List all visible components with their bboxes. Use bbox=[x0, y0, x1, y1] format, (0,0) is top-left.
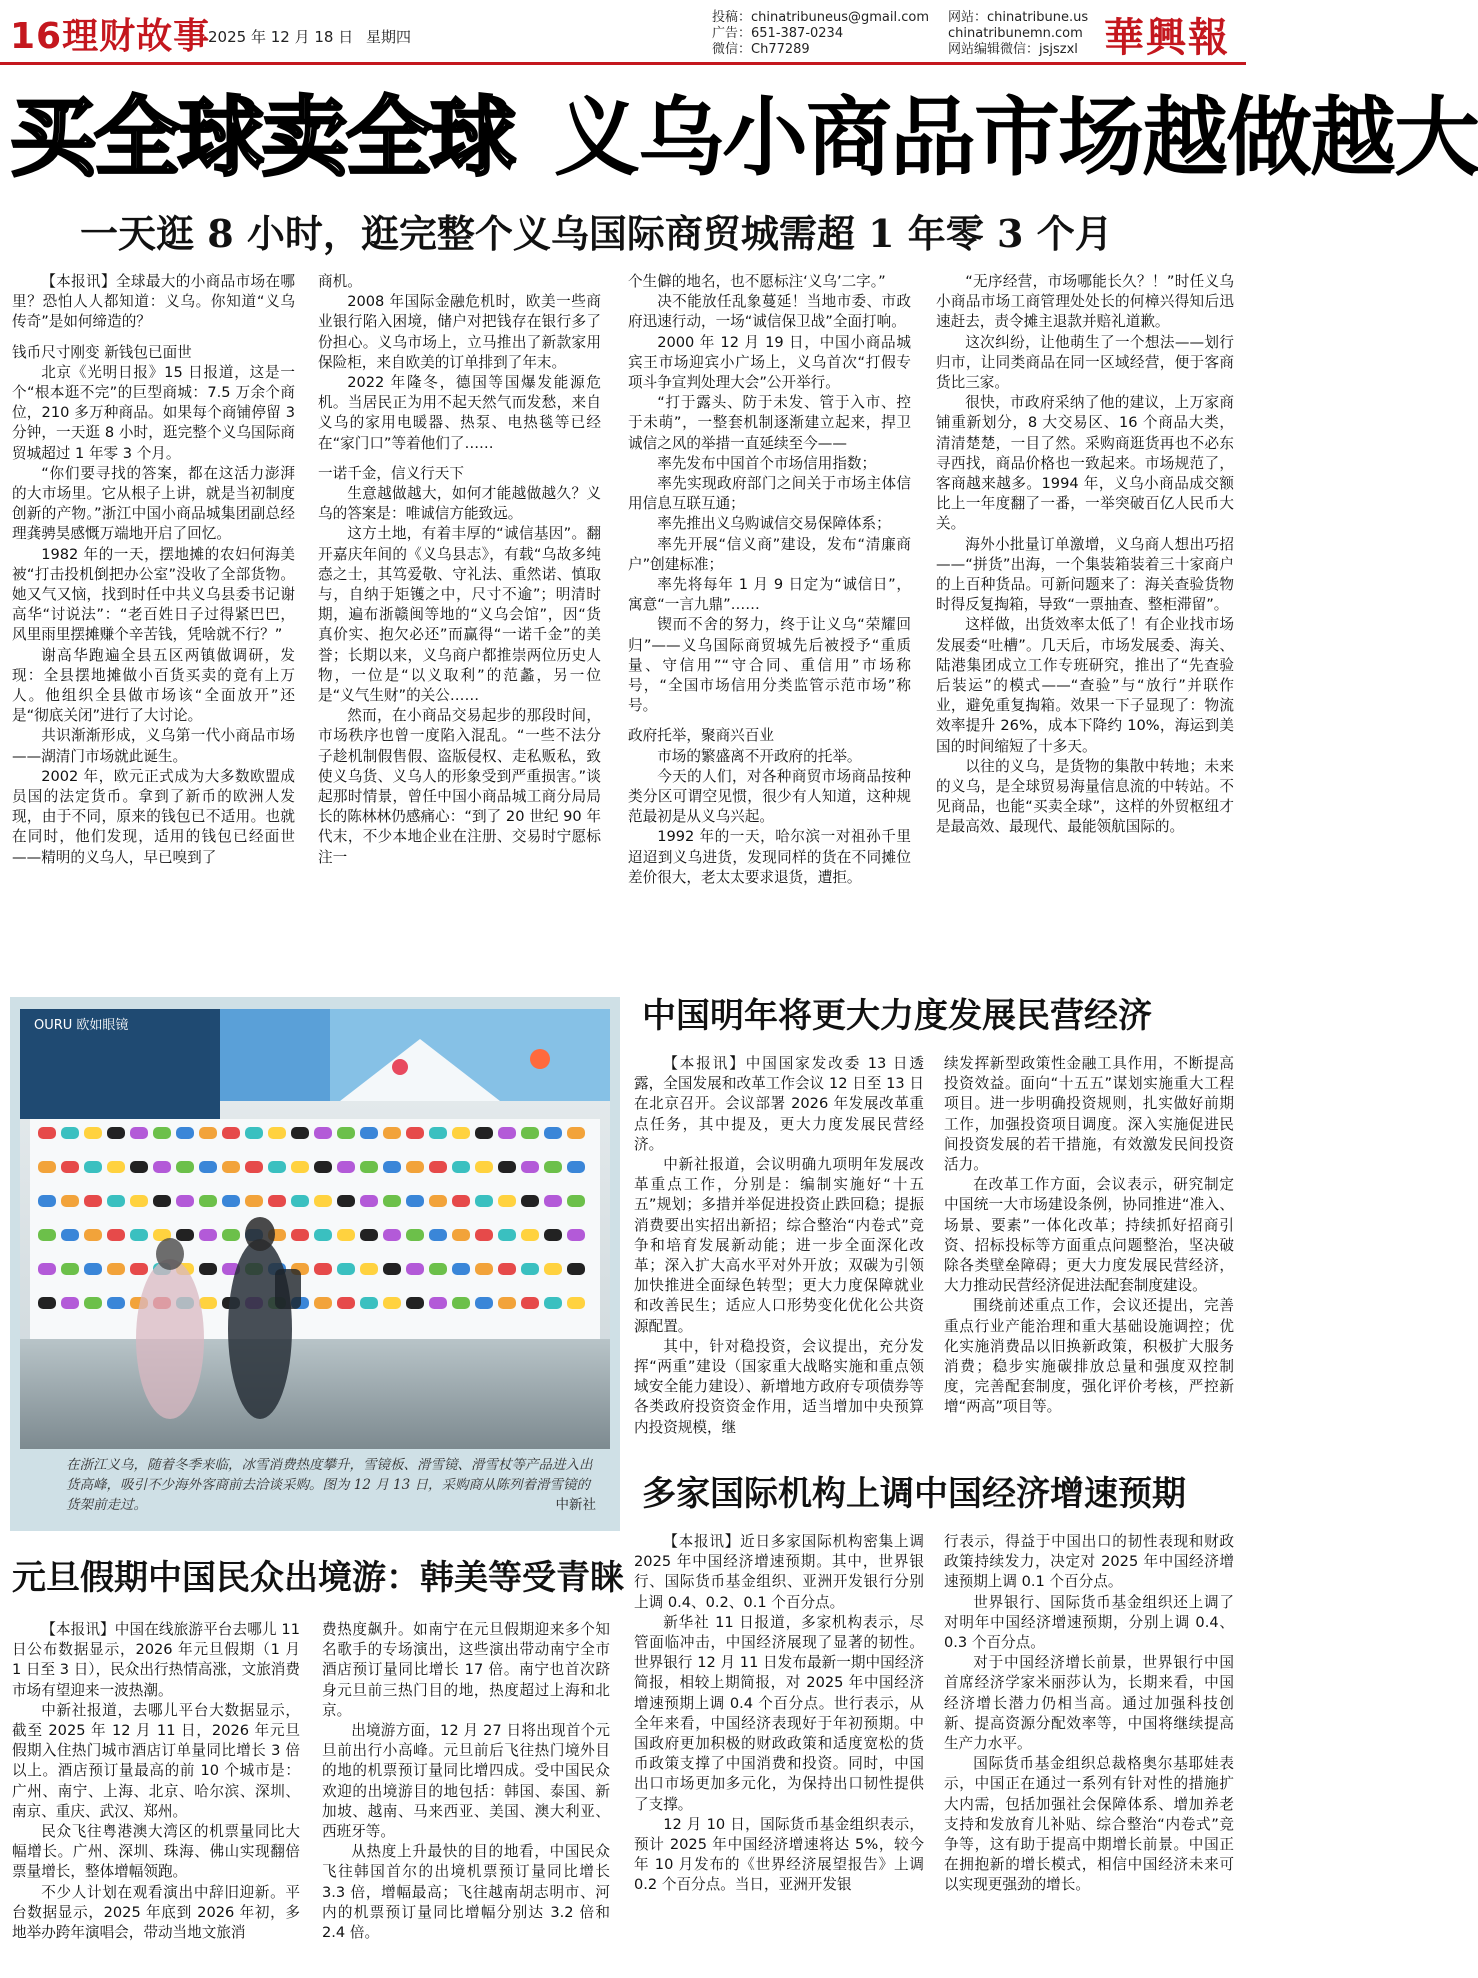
goggle-item bbox=[84, 1297, 102, 1309]
goggle-item bbox=[245, 1195, 263, 1207]
goggle-item bbox=[337, 1161, 355, 1173]
paragraph: 其中，针对稳投资，会议提出，充分发挥“两重”建设（国家重大战略实施和重点领域安全能力建设）、新增地方政府专项债券等各类政府投资资金作用，适当增加中央预算内投资规模，继 bbox=[634, 1337, 924, 1436]
paragraph: 很快，市政府采纳了他的建议，上万家商铺重新划分，8 大交易区、16 个商品大类，清清楚楚，一目了然。采购商逛货再也不必东寻西找，商品价格也一致起来。市场规范了，客商越来越多。1994 年，义乌小商品成交额比上一年度翻了一番，一举突破百亿人民币大关。 bbox=[936, 394, 1234, 533]
goggle-item bbox=[314, 1229, 332, 1241]
paragraph: 2008 年国际金融危机时，欧美一些商业银行陷入困境，储户对把钱存在银行多了份担心。义乌市场上，立马推出了新款家用保险柜，来自欧美的订单排到了年末。 bbox=[318, 293, 601, 371]
main-story-col-4 bbox=[936, 272, 1234, 990]
paragraph: 【本报讯】中国在线旅游平台去哪儿 11 日公布数据显示，2026 年元旦假期（1 月 1 日至 3 日），民众出行热情高涨，文旅消费市场有望迎来一波热潮。 bbox=[12, 1621, 300, 1699]
paragraph: 商机。 bbox=[318, 273, 362, 290]
paragraph: 率先将每年 1 月 9 日定为“诚信日”，寓意“一言九鼎”…… bbox=[628, 576, 911, 614]
goggle-item bbox=[406, 1263, 424, 1275]
goggle-item bbox=[521, 1195, 539, 1207]
goggle-item bbox=[544, 1127, 562, 1139]
paragraph: 行表示，得益于中国出口的韧性表现和财政政策持续发力，决定对 2025 年中国经济增速预期上调 0.1 个百分点。 bbox=[944, 1533, 1234, 1591]
story4-title: 元旦假期中国民众出境游：韩美等受青睐 bbox=[12, 1558, 624, 1598]
goggle-item bbox=[429, 1263, 447, 1275]
goggle-item bbox=[84, 1127, 102, 1139]
goggle-item bbox=[475, 1127, 493, 1139]
goggle-item bbox=[153, 1195, 171, 1207]
goggle-item bbox=[475, 1297, 493, 1309]
goggle-item bbox=[567, 1195, 585, 1207]
photo-box bbox=[10, 997, 620, 1531]
goggle-item bbox=[544, 1263, 562, 1275]
goggle-item bbox=[567, 1127, 585, 1139]
goggle-item bbox=[452, 1229, 470, 1241]
paragraph: 2002 年，欧元正式成为大多数欧盟成员国的法定货币。拿到了新币的欧洲人发现，由于不同，原来的钱包已不适用。也就在同时，他们发现，适用的钱包已经面世——精明的义乌人，早已嗅到了 bbox=[12, 767, 295, 866]
publication-weekday: 星期四 bbox=[366, 28, 412, 46]
goggle-item bbox=[521, 1297, 539, 1309]
goggle-item bbox=[337, 1195, 355, 1207]
goggle-item bbox=[61, 1195, 79, 1207]
paragraph: 续发挥新型政策性金融工具作用，不断提高投资效益。面向“十五五”谋划实施重大工程项目。进一步明确投资规则，扎实做好前期工作，加强投资项目调度。深入实施促进民间投资发展的若干措施，有效激发民间投资活力。 bbox=[944, 1055, 1234, 1174]
goggle-item bbox=[130, 1127, 148, 1139]
goggle-item bbox=[38, 1229, 56, 1241]
contact-wechat: 微信：Ch77289 bbox=[712, 42, 810, 57]
goggle-item bbox=[61, 1297, 79, 1309]
goggle-item bbox=[84, 1263, 102, 1275]
goggle-item bbox=[544, 1195, 562, 1207]
goggle-item bbox=[268, 1195, 286, 1207]
goggle-item bbox=[360, 1263, 378, 1275]
paragraph: 率先发布中国首个市场信用指数； bbox=[657, 454, 877, 472]
goggle-item bbox=[337, 1127, 355, 1139]
paragraph: “无序经营，市场哪能长久？！”时任义乌小商品市场工商管理处处长的何樟兴得知后迅速赶去，责令摊主退款并赔礼道歉。 bbox=[936, 273, 1234, 331]
goggle-item bbox=[107, 1161, 125, 1173]
goggle-item bbox=[199, 1229, 217, 1241]
goggle-item bbox=[153, 1161, 171, 1173]
goggle-item bbox=[452, 1127, 470, 1139]
headline-part-1: 买全球卖全球 bbox=[10, 88, 514, 188]
goggle-item bbox=[406, 1297, 424, 1309]
paragraph: 民众飞往粤港澳大湾区的机票量同比大幅增长。广州、深圳、珠海、佛山实现翻倍票量增长，整体增幅领跑。 bbox=[12, 1823, 300, 1881]
goggle-item bbox=[521, 1127, 539, 1139]
story4-col-2 bbox=[322, 1620, 610, 1972]
goggle-item bbox=[521, 1161, 539, 1173]
website-info bbox=[948, 10, 1088, 58]
paragraph: 12 月 10 日，国际货币基金组织表示，预计 2025 年中国经济增速将达 5%，较今年 10 月发布的《世界经济展望报告》上调 0.2 个百分点。当日，亚洲开发银 bbox=[634, 1815, 924, 1894]
goggle-item bbox=[360, 1161, 378, 1173]
goggle-item bbox=[291, 1229, 309, 1241]
masthead-divider bbox=[0, 62, 1246, 65]
goggle-item bbox=[452, 1195, 470, 1207]
goggle-item bbox=[199, 1297, 217, 1309]
goggle-item bbox=[360, 1195, 378, 1207]
paragraph: 围绕前述重点工作，会议还提出，完善重点行业产能治理和重大基础设施调控；优化实施消费品以旧换新政策，积极扩大服务消费；稳步实施碳排放总量和强度双控制度，完善配套制度，强化评价考核，严控新增“两高”项目等。 bbox=[944, 1297, 1234, 1416]
goggle-item bbox=[291, 1195, 309, 1207]
goggle-item bbox=[429, 1297, 447, 1309]
photo-credit: 中新社 bbox=[555, 1497, 596, 1513]
paragraph: 在改革工作方面，会议表示，研究制定中国统一大市场建设条例，协同推进“准入、场景、要素”一体化改革；持续抓好招商引资、招标投标等方面重点问题整治，坚决破除各类壁垒障碍；更大力度发展民营经济，大力推动民营经济促进法配套制度建设。 bbox=[944, 1176, 1234, 1295]
goggle-item bbox=[337, 1229, 355, 1241]
main-story-col-1 bbox=[12, 272, 295, 990]
paragraph: 市场的繁盛离不开政府的托举。 bbox=[657, 747, 862, 765]
goggle-item bbox=[498, 1127, 516, 1139]
goggle-item bbox=[222, 1195, 240, 1207]
goggle-item bbox=[38, 1195, 56, 1207]
goggle-item bbox=[475, 1161, 493, 1173]
goggle-item bbox=[176, 1127, 194, 1139]
masthead bbox=[0, 0, 1246, 64]
goggle-item bbox=[498, 1263, 516, 1275]
contact-phone: 广告：651-387-0234 bbox=[712, 26, 844, 41]
story2-col-1 bbox=[634, 1054, 924, 1456]
main-subheadline: 一天逛 8 小时，逛完整个义乌国际商贸城需超 1 年零 3 个月 bbox=[80, 211, 1113, 256]
goggle-item bbox=[521, 1229, 539, 1241]
goggle-item bbox=[406, 1161, 424, 1173]
goggle-item bbox=[544, 1297, 562, 1309]
goggle-item bbox=[383, 1161, 401, 1173]
story2-title: 中国明年将更大力度发展民营经济 bbox=[642, 996, 1152, 1036]
goggle-item bbox=[567, 1229, 585, 1241]
subheading: 一诺千金，信义行天下 bbox=[318, 464, 464, 482]
goggle-item bbox=[199, 1127, 217, 1139]
goggle-item bbox=[268, 1127, 286, 1139]
paragraph: 从热度上升最快的目的地看，中国民众飞往韩国首尔的出境机票预订量同比增长 3.3 倍，增幅最高；飞往越南胡志明市、河内的机票预订量同比增幅分别达 3.2 倍和 2.4 倍。 bbox=[322, 1843, 610, 1942]
goggle-item bbox=[61, 1161, 79, 1173]
paragraph: 世界银行、国际货币基金组织还上调了对明年中国经济增速预期，分别上调 0.4、0.3 个百分点。 bbox=[944, 1593, 1234, 1652]
goggle-item bbox=[452, 1263, 470, 1275]
goggle-item bbox=[406, 1229, 424, 1241]
goggle-item bbox=[38, 1297, 56, 1309]
story3-col-1 bbox=[634, 1532, 924, 1972]
goggle-item bbox=[475, 1229, 493, 1241]
goggle-item bbox=[406, 1195, 424, 1207]
goggle-item bbox=[107, 1229, 125, 1241]
goggle-item bbox=[61, 1263, 79, 1275]
paragraph: 中新社报道，会议明确九项明年发展改革重点工作，分别是：编制实施好“十五五”规划；多措并举促进投资止跌回稳；提振消费要出实招出新招；综合整治“内卷式”竞争和培育发展新动能；进一步全面深化改革；深入扩大高水平对外开放；双碳为引领加快推进全面绿色转型；更大力度保障就业和改善民生；适应人口形势变化优化公共资源配置。 bbox=[634, 1156, 924, 1335]
goggle-item bbox=[245, 1127, 263, 1139]
goggle-item bbox=[567, 1161, 585, 1173]
paragraph: 【本报讯】近日多家国际机构密集上调 2025 年中国经济增速预期。其中，世界银行、国际货币基金组织、亚洲开发银行分别上调 0.4、0.2、0.1 个百分点。 bbox=[634, 1533, 924, 1611]
publication-date: 2025 年 12 月 18 日 bbox=[208, 28, 354, 46]
goggle-item bbox=[429, 1161, 447, 1173]
goggle-item bbox=[130, 1263, 148, 1275]
goggle-item bbox=[567, 1263, 585, 1275]
paragraph: 率先推出义乌购诚信交易保障体系； bbox=[657, 515, 891, 533]
paragraph: 不少人计划在观看演出中辞旧迎新。平台数据显示，2025 年底到 2026 年初，多地举办跨年演唱会，带动当地文旅消 bbox=[12, 1883, 300, 1942]
goggle-item bbox=[383, 1263, 401, 1275]
paragraph: 率先开展“信义商”建设，发布“清廉商户”创建标准； bbox=[628, 535, 911, 573]
goggle-item bbox=[475, 1263, 493, 1275]
paragraph: 2022 年隆冬，德国等国爆发能源危机。当居民正为用不起天然气而发愁，来自义乌的家用电暖器、热泵、电热毯等已经在“家门口”等着他们了…… bbox=[318, 374, 601, 452]
paragraph: 生意越做越大，如何才能越做越久？义乌的答案是：唯诚信方能致远。 bbox=[318, 485, 601, 523]
goggle-item bbox=[498, 1297, 516, 1309]
goggle-item bbox=[130, 1161, 148, 1173]
goggle-item bbox=[199, 1195, 217, 1207]
paragraph: 海外小批量订单激增，义乌商人想出巧招——“拼货”出海，一个集装箱装着三十家商户的上百种货品。可新问题来了：海关查验货物时得反复掏箱，导致“一票抽查、整柜滞留”。 bbox=[936, 535, 1234, 614]
paragraph: 然而，在小商品交易起步的那段时间，市场秩序也曾一度陷入混乱。“一些不法分子趁机制假售假、盗版侵权、走私贩私，致使义乌货、义乌人的形象受到严重损害。”谈起那时情景，曾任中国小商品城工商分局局长的陈林林仍感痛心：“到了 20 世纪 90 年代末，不少本地企业在注册、交易时宁愿标注一 bbox=[318, 707, 601, 866]
goggle-item bbox=[107, 1195, 125, 1207]
goggle-item bbox=[314, 1195, 332, 1207]
goggle-item bbox=[337, 1263, 355, 1275]
paragraph: “打于露头、防于未发、管于入市、控于未萌”，一整套机制逐渐建立起来，捍卫诚信之风的举措一直延续至今—— bbox=[628, 394, 911, 452]
photo-caption: 在浙江义乌，随着冬季来临，冰雪消费热度攀升，雪镜板、滑雪镜、滑雪杖等产品进入出货高峰，吸引不少海外客商前去洽谈采购。图为 12 月 13 日，采购商从陈列着滑雪镜的货架前走过。 bbox=[66, 1457, 593, 1513]
contact-info bbox=[712, 10, 929, 58]
paragraph: 费热度飙升。如南宁在元旦假期迎来多个知名歌手的专场演出，这些演出带动南宁全市酒店预订量同比增长 17 倍。南宁也首次跻身元旦前三热门目的地，热度超过上海和北京。 bbox=[322, 1621, 610, 1719]
goggle-item bbox=[498, 1161, 516, 1173]
website-url-2: chinatribunemn.com bbox=[948, 26, 1083, 41]
goggle-item bbox=[153, 1127, 171, 1139]
goggle-item bbox=[199, 1161, 217, 1173]
goggle-item bbox=[291, 1127, 309, 1139]
story2-col-2 bbox=[944, 1054, 1234, 1456]
paragraph: “你们要寻找的答案，都在这活力澎湃的大市场里。它从根子上讲，就是当初制度创新的产物。”浙江中国小商品城集团副总经理龚骋昊感慨万端地开启了回忆。 bbox=[12, 464, 295, 543]
goggle-item bbox=[61, 1127, 79, 1139]
goggle-item bbox=[383, 1297, 401, 1309]
paragraph: 出境游方面，12 月 27 日将出现首个元旦前出行小高峰。元旦前后飞往热门境外目的地的机票预订量同比增四成。受中国民众欢迎的出境游目的地包括：韩国、泰国、新加坡、越南、马来西亚、美国、澳大利亚、西班牙等。 bbox=[322, 1722, 610, 1841]
paragraph: 共识渐渐形成，义乌第一代小商品市场——湖清门市场就此诞生。 bbox=[12, 727, 295, 765]
goggle-item bbox=[176, 1195, 194, 1207]
goggle-item bbox=[383, 1195, 401, 1207]
website-editor-wechat: 网站编辑微信：jsjszxl bbox=[948, 42, 1078, 57]
paragraph: 1992 年的一天，哈尔滨一对祖孙千里迢迢到义乌进货，发现同样的货在不同摊位差价很大，老太太要求退货，遭拒。 bbox=[628, 828, 911, 886]
goggle-item bbox=[314, 1161, 332, 1173]
goggle-item bbox=[107, 1263, 125, 1275]
goggle-item bbox=[107, 1297, 125, 1309]
newspaper-logo: 華興報 bbox=[1104, 14, 1230, 61]
goggle-item bbox=[107, 1127, 125, 1139]
goggle-item bbox=[521, 1263, 539, 1275]
market-photo bbox=[20, 1009, 610, 1449]
paragraph: 这方土地，有着丰厚的“诚信基因”。翻开嘉庆年间的《义乌县志》，有载“乌故多纯悫之士，其笃爱敬、守礼法、重然诺、慎取与，自纳于矩镬之中，尺寸不逾”；明清时期，遍布浙赣闽等地的“义乌会馆”，因“货真价实、抱欠必还”而赢得“一诺千金”的美誉；长期以来，义乌商户都推崇两位历史人物，一位是“以义取利”的范蠡，另一位是“义气生财”的关公…… bbox=[318, 525, 601, 705]
goggle-item bbox=[291, 1161, 309, 1173]
paragraph: 中新社报道，去哪儿平台大数据显示，截至 2025 年 12 月 11 日，2026 年元旦假期入住热门城市酒店订单量同比增长 3 倍以上。酒店预订量最高的前 10 个城市是：广州、南宁、上海、北京、哈尔滨、深圳、南京、重庆、武汉、郑州。 bbox=[12, 1701, 300, 1820]
goggle-item bbox=[429, 1195, 447, 1207]
goggle-item bbox=[567, 1297, 585, 1309]
paragraph: 【本报讯】全球最大的小商品市场在哪里？恐怕人人都知道：义乌。你知道“义乌传奇”是如何缔造的？ bbox=[12, 273, 295, 331]
paragraph: 【本报讯】中国国家发改委 13 日透露，全国发展和改革工作会议 12 日至 13 日在北京召开。会议部署 2026 年发展改革重点任务，其中提及，更大力度发展民营经济。 bbox=[634, 1055, 924, 1153]
paragraph: 对于中国经济增长前景，世界银行中国首席经济学家米丽莎认为，长期来看，中国经济增长潜力仍相当高。通过加强科技创新、提高资源分配效率等，中国将继续提高生产力水平。 bbox=[944, 1654, 1234, 1753]
main-headline bbox=[10, 84, 1478, 194]
story4-col-1 bbox=[12, 1620, 300, 1972]
goggle-item bbox=[38, 1161, 56, 1173]
goggle-item bbox=[222, 1161, 240, 1173]
subheading: 钱币尺寸刚变 新钱包已面世 bbox=[12, 343, 192, 361]
goggle-item bbox=[544, 1161, 562, 1173]
page-number: 16 bbox=[10, 16, 63, 57]
goggle-item bbox=[38, 1263, 56, 1275]
section-name: 理财故事 bbox=[62, 16, 211, 57]
goggle-item bbox=[498, 1195, 516, 1207]
goggle-item bbox=[452, 1297, 470, 1309]
paragraph: 北京《光明日报》15 日报道，这是一个“根本逛不完”的巨型商城：7.5 万余个商位，210 多万种商品。如果每个商铺停留 3 分钟，一天逛 8 小时，逛完整个义乌国际商贸城超过 1 年零 3 个月。 bbox=[12, 363, 295, 462]
goggle-item bbox=[176, 1161, 194, 1173]
goggle-item bbox=[314, 1297, 332, 1309]
market-photo-illustration bbox=[20, 1009, 610, 1449]
paragraph: 1982 年的一天，摆地摊的农妇何海美被“打击投机倒把办公室”没收了全部货物。她又气又恼，找到时任中共义乌县委书记谢高华“讨说法”：“老百姓日子过得紧巴巴，风里雨里摆摊赚个辛苦钱，凭啥就不行？” bbox=[12, 545, 295, 644]
subheading: 政府托举，聚商兴百业 bbox=[628, 727, 774, 745]
main-story-col-2 bbox=[318, 272, 601, 990]
goggle-item bbox=[337, 1297, 355, 1309]
goggle-item bbox=[61, 1229, 79, 1241]
paragraph: 个生僻的地名，也不愿标注‘义乌’二字。” bbox=[628, 273, 886, 290]
paragraph: 2000 年 12 月 19 日，中国小商品城宾王市场迎宾小广场上，义乌首次“打假专项斗争宣判处理大会”公开举行。 bbox=[628, 333, 911, 392]
goggle-item bbox=[199, 1263, 217, 1275]
goggle-item bbox=[429, 1229, 447, 1241]
story3-col-2 bbox=[944, 1532, 1234, 1972]
paragraph: 新华社 11 日报道，多家机构表示，尽管面临冲击，中国经济展现了显著的韧性。世界银行 12 月 11 日发布最新一期中国经济简报，相较上期简报，对 2025 年中国经济增速预期上调 0.4 个百分点。世行表示，从全年来看，中国经济表现好于年初预期。中国政府更加积极的财政政策和适度宽松的货币政策支撑了中国消费和投资。同时，中国出口市场更加多元化，为保持出口韧性提供了支撑。 bbox=[634, 1613, 924, 1813]
goggle-item bbox=[176, 1229, 194, 1241]
goggle-item bbox=[130, 1195, 148, 1207]
goggle-item bbox=[360, 1297, 378, 1309]
goggle-item bbox=[268, 1161, 286, 1173]
goggle-item bbox=[475, 1195, 493, 1207]
paragraph: 锲而不舍的努力，终于让义乌“荣耀回归”——义乌国际商贸城先后被授予“重质量、守信用”“守合同、重信用”市场称号，“全国市场信用分类监管示范市场”称号。 bbox=[628, 616, 911, 715]
contact-email: 投稿：chinatribuneus@gmail.com bbox=[712, 10, 930, 25]
goggle-item bbox=[84, 1229, 102, 1241]
goggle-item bbox=[314, 1263, 332, 1275]
goggle-item bbox=[38, 1127, 56, 1139]
goggle-item bbox=[383, 1127, 401, 1139]
goggle-item bbox=[360, 1229, 378, 1241]
paragraph: 率先实现政府部门之间关于市场主体信用信息互联互通； bbox=[628, 475, 911, 513]
paragraph: 这次纠纷，让他萌生了一个想法——划行归市，让同类商品在同一区域经营，便于客商货比三家。 bbox=[936, 333, 1234, 392]
goggle-item bbox=[222, 1229, 240, 1241]
goggle-item bbox=[406, 1127, 424, 1139]
goggle-item bbox=[84, 1195, 102, 1207]
paragraph: 谢高华跑遍全县五区两镇做调研，发现：全县摆地摊做小百货买卖的竟有上万人。他组织全县做市场该“全面放开”还是“彻底关闭”进行了大讨论。 bbox=[12, 646, 295, 725]
page-header bbox=[10, 8, 210, 59]
paragraph: 这样做，出货效率太低了！有企业找市场发展委“吐槽”。几天后，市场发展委、海关、陆港集团成立工作专班研究，推出了“先查验后装运”的模式——“查验”与“放行”并联作业，避免重复掏箱。效果一下子显现了：物流效率提升 26%，成本下降约 10%，海运到美国的时间缩短了十多天。 bbox=[936, 616, 1234, 755]
goggle-item bbox=[452, 1161, 470, 1173]
shop-sign-text: OURU 欧如眼镜 bbox=[34, 1018, 129, 1033]
goggle-item bbox=[498, 1229, 516, 1241]
goggle-item bbox=[130, 1229, 148, 1241]
paragraph: 以往的义乌，是货物的集散中转地；未来的义乌，是全球贸易海量信息流的中转站。不见商品，也能“买卖全球”，这样的外贸枢纽才是最高效、最现代、最能领航国际的。 bbox=[936, 757, 1234, 836]
story3-title: 多家国际机构上调中国经济增速预期 bbox=[642, 1474, 1186, 1514]
goggle-item bbox=[383, 1229, 401, 1241]
goggle-item bbox=[360, 1127, 378, 1139]
paragraph: 今天的人们，对各种商贸市场商品按种类分区可谓空见惯，很少有人知道，这种规范最初是从义乌兴起。 bbox=[628, 767, 911, 826]
goggle-item bbox=[314, 1127, 332, 1139]
main-story-col-3 bbox=[628, 272, 911, 990]
goggle-item bbox=[222, 1127, 240, 1139]
goggle-item bbox=[84, 1161, 102, 1173]
headline-part-2: 义乌小商品市场越做越大 bbox=[554, 88, 1478, 188]
goggle-item bbox=[544, 1229, 562, 1241]
goggle-item bbox=[429, 1127, 447, 1139]
paragraph: 国际货币基金组织总裁格奥尔基耶娃表示，中国正在通过一系列有针对性的措施扩大内需，包括加强社会保障体系、增加养老支持和发放育儿补贴、综合整治“内卷式”竞争等，这有助于提高中期增长前景。中国正在拥抱新的增长模式，相信中国经济未来可以实现更强劲的增长。 bbox=[944, 1755, 1234, 1894]
website-url-1: 网站：chinatribune.us bbox=[948, 10, 1089, 25]
paragraph: 决不能放任乱象蔓延！当地市委、市政府迅速行动，一场“诚信保卫战”全面打响。 bbox=[628, 293, 911, 331]
goggle-item bbox=[245, 1161, 263, 1173]
